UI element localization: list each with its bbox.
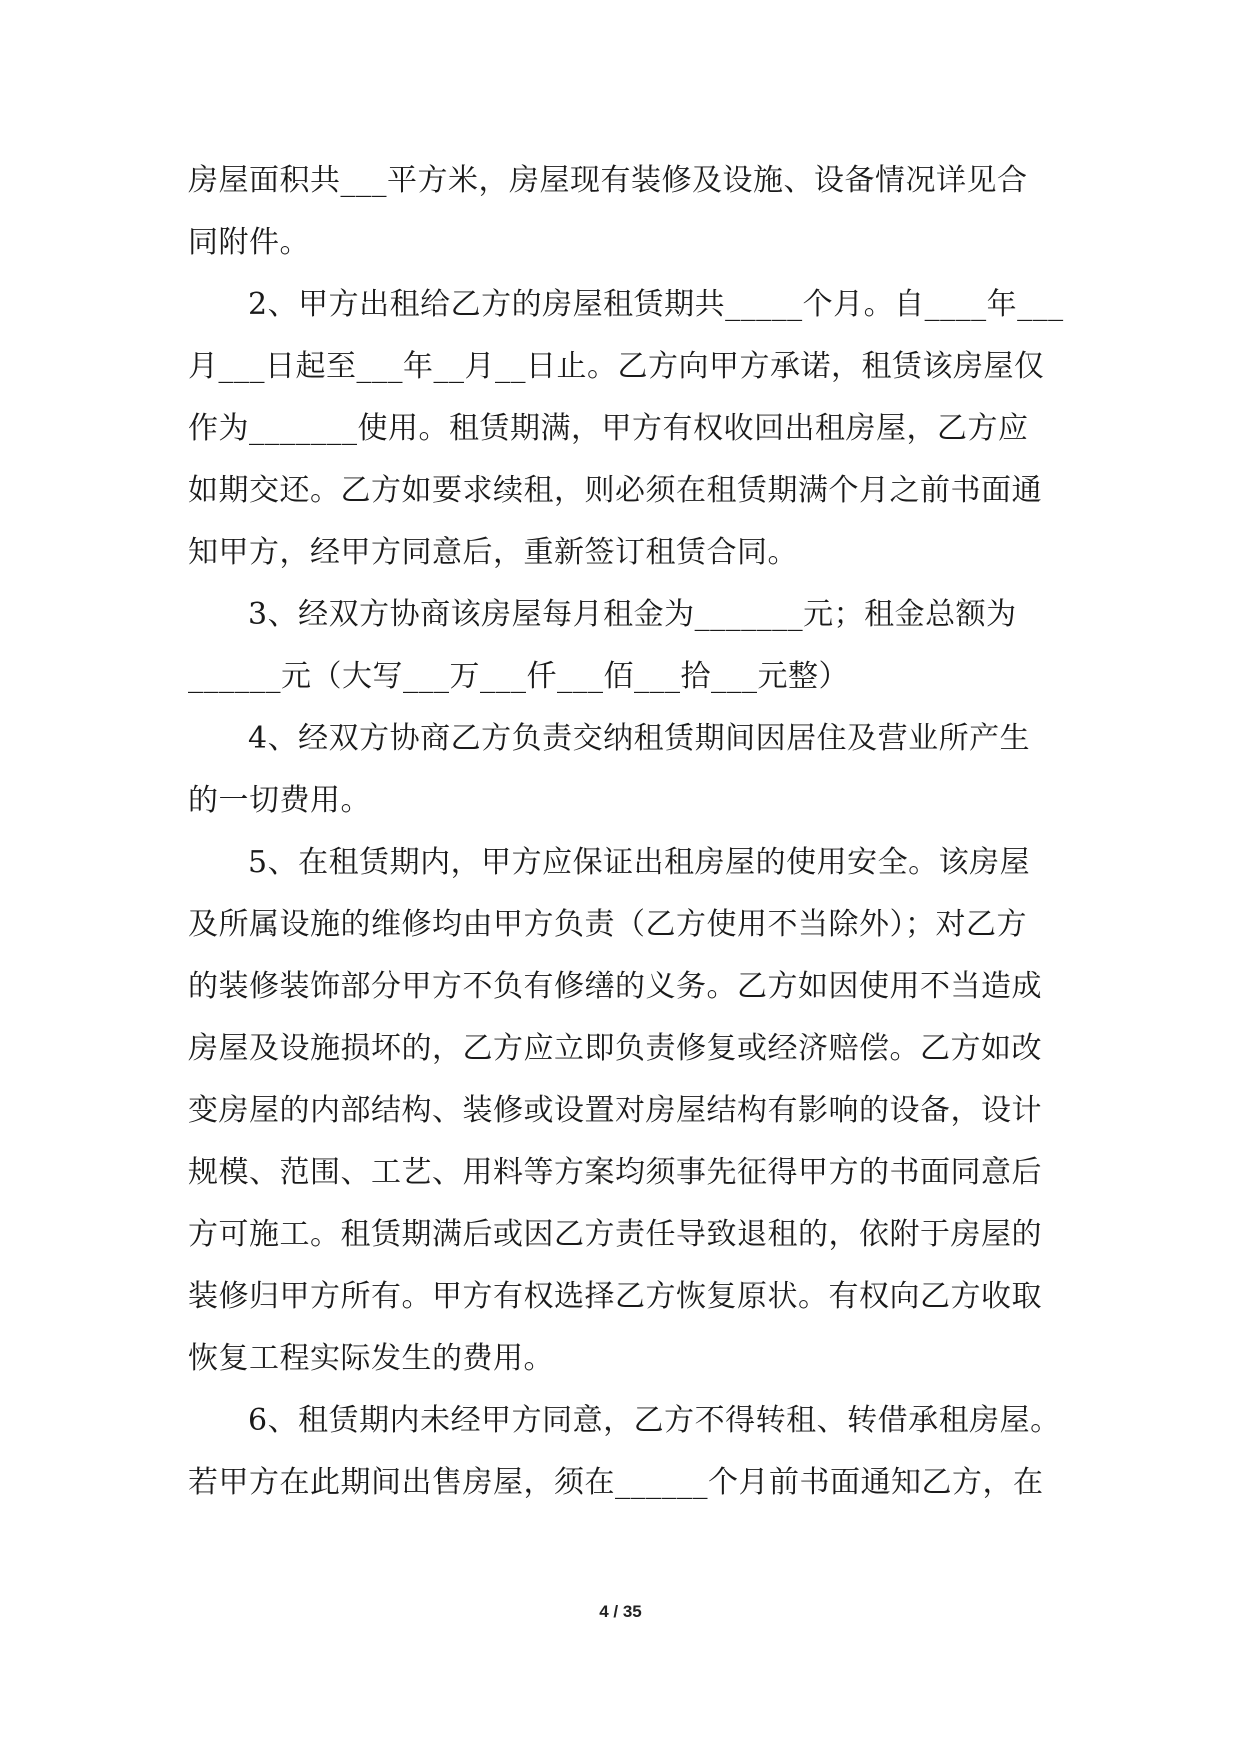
clause-5-start: 5、在租赁期内，甲方应保证出租房屋的使用安全。该房屋	[248, 845, 1031, 880]
text-line: 的装修装饰部分甲方不负有修缮的义务。乙方如因使用不当造成	[188, 969, 1042, 1004]
page-number: 4 / 35	[599, 1602, 642, 1621]
text-line: 的一切费用。	[188, 783, 371, 818]
text-line: 房屋面积共___平方米，房屋现有装修及设施、设备情况详见合	[188, 163, 1028, 198]
text-line: 及所属设施的维修均由甲方负责（乙方使用不当除外）；对乙方	[188, 907, 1027, 942]
text-line: 作为_______使用。租赁期满，甲方有权收回出租房屋，乙方应	[188, 411, 1029, 446]
text-line: 规模、范围、工艺、用料等方案均须事先征得甲方的书面同意后	[188, 1155, 1042, 1190]
clause-2-start: 2、甲方出租给乙方的房屋租赁期共_____个月。自____年___	[248, 287, 1064, 322]
text-line: 变房屋的内部结构、装修或设置对房屋结构有影响的设备，设计	[188, 1093, 1042, 1128]
text-line: ______元（大写___万___仟___佰___拾___元整）	[188, 659, 849, 694]
text-line: 房屋及设施损坏的，乙方应立即负责修复或经济赔偿。乙方如改	[188, 1031, 1042, 1066]
clause-6-start: 6、租赁期内未经甲方同意，乙方不得转租、转借承租房屋。	[248, 1403, 1061, 1438]
text-line: 同附件。	[188, 225, 310, 260]
text-line: 如期交还。乙方如要求续租，则必须在租赁期满个月之前书面通	[188, 473, 1042, 508]
text-line: 月___日起至___年__月__日止。乙方向甲方承诺，租赁该房屋仅	[188, 349, 1045, 384]
text-line: 方可施工。租赁期满后或因乙方责任导致退租的，依附于房屋的	[188, 1217, 1042, 1252]
clause-3-start: 3、经双方协商该房屋每月租金为_______元；租金总额为	[248, 597, 1017, 632]
text-line: 恢复工程实际发生的费用。	[188, 1341, 554, 1376]
text-line: 若甲方在此期间出售房屋，须在______个月前书面通知乙方，在	[188, 1465, 1044, 1500]
text-line: 知甲方，经甲方同意后，重新签订租赁合同。	[188, 535, 798, 570]
text-line: 装修归甲方所有。甲方有权选择乙方恢复原状。有权向乙方收取	[188, 1279, 1042, 1314]
clause-4-start: 4、经双方协商乙方负责交纳租赁期间因居住及营业所产生	[248, 721, 1031, 756]
contract-body	[188, 150, 1064, 1514]
